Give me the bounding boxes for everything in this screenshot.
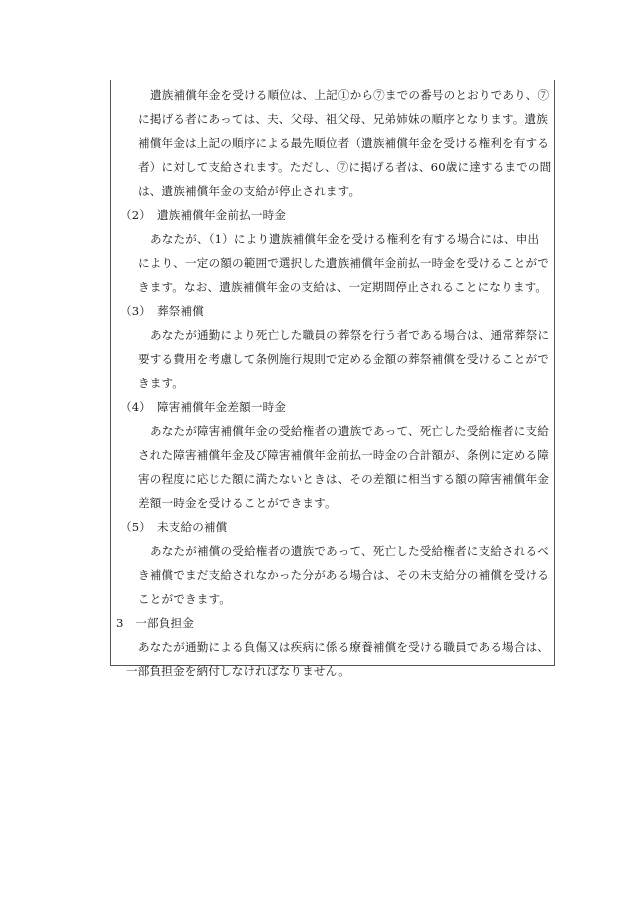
text-line: 遺族補償年金を受ける順位は、上記①から⑦までの番号のとおりであり、⑦ [150,88,550,102]
text-line: きます。なお、遺族補償年金の支給は、一定期間停止されることになります。 [138,280,548,294]
text-line: きます。 [138,376,185,390]
text-line: 補償年金は上記の順序による最先順位者（遺族補償年金を受ける権利を有する [138,136,550,150]
text-line: 害の程度に応じた額に満たないときは、その差額に相当する額の障害補償年金 [138,472,550,486]
text-line: に掲げる者にあっては、夫、父母、祖父母、兄弟姉妹の順序となります。遺族 [138,112,548,126]
text-line: 要する費用を考慮して条例施行規則で定める金額の葬祭補償を受けることがで [138,352,550,366]
text-line: 差額一時金を受けることができます。 [138,496,337,510]
text-line: ことができます。 [138,592,232,606]
section-heading: （2） 遺族補償年金前払一時金 [120,208,287,222]
text-line: き補償でまだ支給されなかった分がある場合は、その未支給分の補償を受ける [138,568,550,582]
section-heading: （4） 障害補償年金差額一時金 [120,400,287,414]
section-heading: （5） 未支給の補償 [120,520,228,534]
section-heading: 3 一部負担金 [116,616,194,630]
section-heading: （3） 葬祭補償 [120,304,204,318]
text-line: は、遺族補償年金の支給が停止されます。 [138,184,361,198]
text-line: された障害補償年金及び障害補償年金前払一時金の合計額が、条例に定める障 [138,448,550,462]
text-line: あなたが、（1）により遺族補償年金を受ける権利を有する場合には、申出 [150,232,540,246]
text-line: あなたが通勤による負傷又は疾病に係る療養補償を受ける職員である場合は、 [138,640,550,654]
text-line: 一部負担金を納付しなければなりません。 [126,664,350,678]
text-line: あなたが補償の受給権者の遺族であって、死亡した受給権者に支給されるべ [150,544,549,558]
text-line: あなたが通勤により死亡した職員の葬祭を行う者である場合は、通常葬祭に [150,328,550,342]
text-line: あなたが障害補償年金の受給権者の遺族であって、死亡した受給権者に支給 [150,424,549,438]
text-line: 者）に対して支給されます。ただし、⑦に掲げる者は、60歳に達するまでの間 [138,160,552,174]
text-line: により、一定の額の範囲で選択した遺族補償年金前払一時金を受けることがで [138,256,550,270]
